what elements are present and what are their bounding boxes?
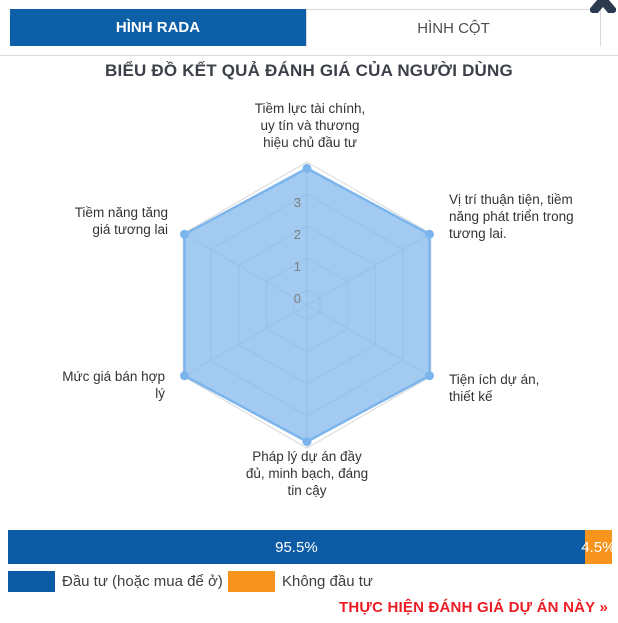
svg-text:1: 1 bbox=[293, 259, 301, 274]
bar-segment-invest bbox=[8, 530, 585, 564]
tab-hinh-rada-label: HÌNH RADA bbox=[115, 19, 201, 36]
legend-swatch-no-invest bbox=[228, 571, 275, 592]
tabbar-underline bbox=[0, 55, 618, 56]
tab-hinh-cot-label: HÌNH CỘT bbox=[417, 19, 490, 37]
tab-hinh-cot[interactable] bbox=[306, 9, 601, 46]
radar-axis-label-tiem-luc-tai-chinh: Tiềm lực tài chính, uy tín và thương hiệu chủ đầu tư bbox=[254, 101, 366, 150]
bar-segment-no-invest-value: 4.5% bbox=[581, 538, 616, 556]
radar-axis-label-muc-gia-ban: Mức giá bán hợp lý bbox=[62, 369, 165, 401]
tab-hinh-rada[interactable] bbox=[10, 9, 306, 46]
legend-label-no-invest: Không đầu tư bbox=[282, 572, 373, 590]
svg-text:3: 3 bbox=[293, 195, 301, 210]
bar-segment-invest-value: 95.5% bbox=[275, 538, 318, 556]
svg-text:2: 2 bbox=[293, 227, 301, 242]
svg-text:0: 0 bbox=[293, 291, 301, 306]
chart-type-tabbar bbox=[0, 9, 618, 47]
chart-title: BIỂU ĐỒ KẾT QUẢ ĐÁNH GIÁ CỦA NGƯỜI DÙNG bbox=[105, 61, 513, 80]
legend-item-no-invest bbox=[228, 570, 373, 592]
legend-swatch-invest bbox=[8, 571, 55, 592]
legend bbox=[0, 570, 618, 592]
bar-segment-no-invest bbox=[581, 530, 616, 564]
evaluate-project-link[interactable]: THỰC HIỆN ĐÁNH GIÁ DỰ ÁN NÀY » bbox=[339, 599, 608, 616]
chevron-up-icon[interactable] bbox=[590, 0, 616, 13]
legend-label-invest: Đầu tư (hoặc mua để ở) bbox=[62, 572, 223, 590]
radar-axis-label-tien-ich-du-an: Tiện ích dự án, thiết kế bbox=[449, 372, 540, 404]
legend-item-invest bbox=[8, 570, 223, 592]
radar-axis-label-phap-ly-du-an: Pháp lý dự án đầy đủ, minh bạch, đáng tin cậy bbox=[245, 449, 369, 498]
radar-axis-label-tiem-nang-tang-gia: Tiềm năng tăng giá tương lai bbox=[74, 205, 168, 237]
radar-axis-label-vi-tri-thuan-tien: Vị trí thuận tiện, tiềm năng phát triển trong tương lai. bbox=[449, 192, 574, 241]
result-stacked-bar bbox=[8, 530, 616, 564]
